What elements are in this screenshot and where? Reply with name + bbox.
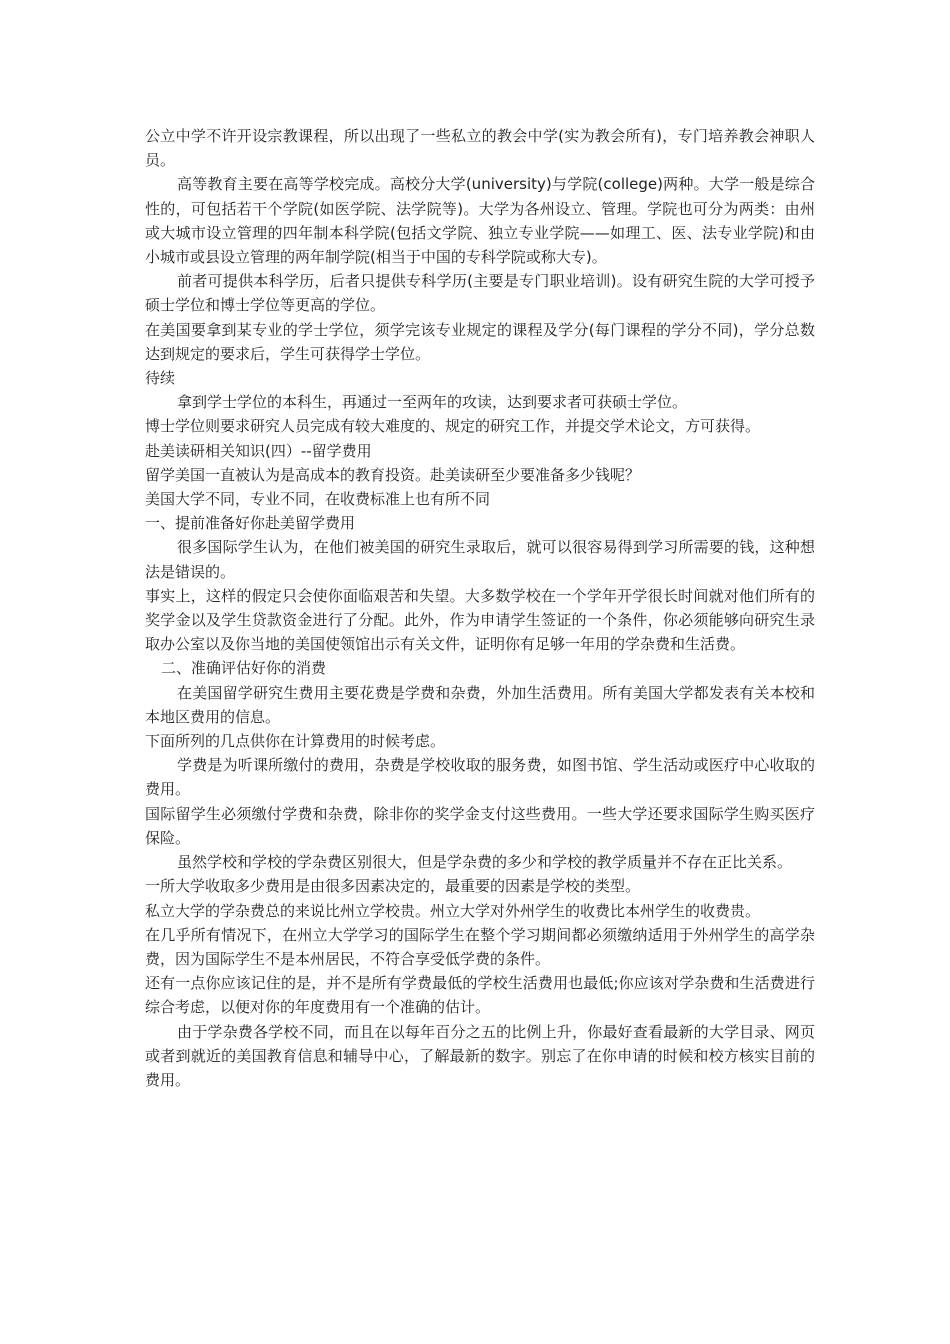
paragraph: 一所大学收取多少费用是由很多因素决定的，最重要的因素是学校的类型。 xyxy=(145,877,641,896)
paragraph: 还有一点你应该记住的是，并不是所有学费最低的学校生活费用也最低;你应该对学杂费和生活费进行综合考虑，以便对你的年度费用有一个准确的估计。 xyxy=(145,974,815,1017)
paragraph: 拿到学士学位的本科生，再通过一至两年的攻读，达到要求者可获硕士学位。 xyxy=(177,393,688,412)
paragraph: 学费是为听课所缴付的费用，杂费是学校收取的服务费，如图书馆、学生活动或医疗中心收取的费用。 xyxy=(145,756,815,799)
paragraph: 一、提前准备好你赴美留学费用 xyxy=(145,514,356,533)
paragraph: 前者可提供本科学历，后者只提供专科学历(主要是专门职业培训)。设有研究生院的大学可授予硕士学位和博士学位等更高的学位。 xyxy=(145,272,815,315)
paragraph: 二、准确评估好你的消费 xyxy=(161,659,327,678)
paragraph: 很多国际学生认为，在他们被美国的研究生录取后，就可以很容易得到学习所需要的钱，这种想法是错误的。 xyxy=(145,538,815,581)
paragraph: 虽然学校和学校的学杂费区别很大，但是学杂费的多少和学校的教学质量并不存在正比关系。 xyxy=(177,853,793,872)
paragraph: 私立大学的学杂费总的来说比州立学校贵。州立大学对外州学生的收费比本州学生的收费贵。 xyxy=(145,901,761,920)
paragraph: 美国大学不同，专业不同，在收费标准上也有所不同 xyxy=(145,490,491,509)
paragraph: 事实上，这样的假定只会使你面临艰苦和失望。大多数学校在一个学年开学很长时间就对他们所有的奖学金以及学生贷款资金进行了分配。此外，作为申请学生签证的一个条件，你必须能够向研究生录取办公室以及你当地的美国使领馆出示有关文件，证明你有足够一年用的学杂费和生活费。 xyxy=(145,586,815,654)
paragraph: 博士学位则要求研究人员完成有较大难度的、规定的研究工作，并提交学术论文，方可获得。 xyxy=(145,417,761,436)
paragraph: 高等教育主要在高等学校完成。高校分大学(university)与学院(college)两种。大学一般是综合性的，可包括若干个学院(如医学院、法学院等)。大学为各州设立、管理。学院也可分为两类：由州或大城市设立管理的四年制本科学院(包括文学院、独立专业学院——如理工、医、法专业学院)和由小城市或县设立管理的两年制学院(相当于中国的专科学院或称大专)。 xyxy=(145,175,815,267)
paragraph: 留学美国一直被认为是高成本的教育投资。赴美读研至少要准备多少钱呢？ xyxy=(145,465,641,484)
paragraph: 由于学杂费各学校不同，而且在以每年百分之五的比例上升，你最好查看最新的大学目录、网页或者到就近的美国教育信息和辅导中心，了解最新的数字。别忘了在你申请的时候和校方核实目前的费用。 xyxy=(145,1022,815,1089)
paragraph: 国际留学生必须缴付学费和杂费，除非你的奖学金支付这些费用。一些大学还要求国际学生购买医疗保险。 xyxy=(145,804,815,847)
paragraph: 在美国要拿到某专业的学士学位，须学完该专业规定的课程及学分(每门课程的学分不同)，学分总数达到规定的要求后，学生可获得学士学位。 xyxy=(145,320,815,363)
paragraph: 在美国留学研究生费用主要花费是学费和杂费，外加生活费用。所有美国大学都发表有关本校和本地区费用的信息。 xyxy=(145,683,815,726)
paragraph: 下面所列的几点供你在计算费用的时候考虑。 xyxy=(145,732,446,751)
paragraph: 在几乎所有情况下，在州立大学学习的国际学生在整个学习期间都必须缴纳适用于外州学生的高学杂费，因为国际学生不是本州居民，不符合享受低学费的条件。 xyxy=(145,925,815,968)
paragraph: 赴美读研相关知识(四）--留学费用 xyxy=(145,441,372,460)
paragraph: 待续 xyxy=(145,369,176,388)
document-page xyxy=(145,124,815,1092)
paragraph: 公立中学不许开设宗教课程，所以出现了一些私立的教会中学(实为教会所有)，专门培养教会神职人员。 xyxy=(145,127,815,170)
